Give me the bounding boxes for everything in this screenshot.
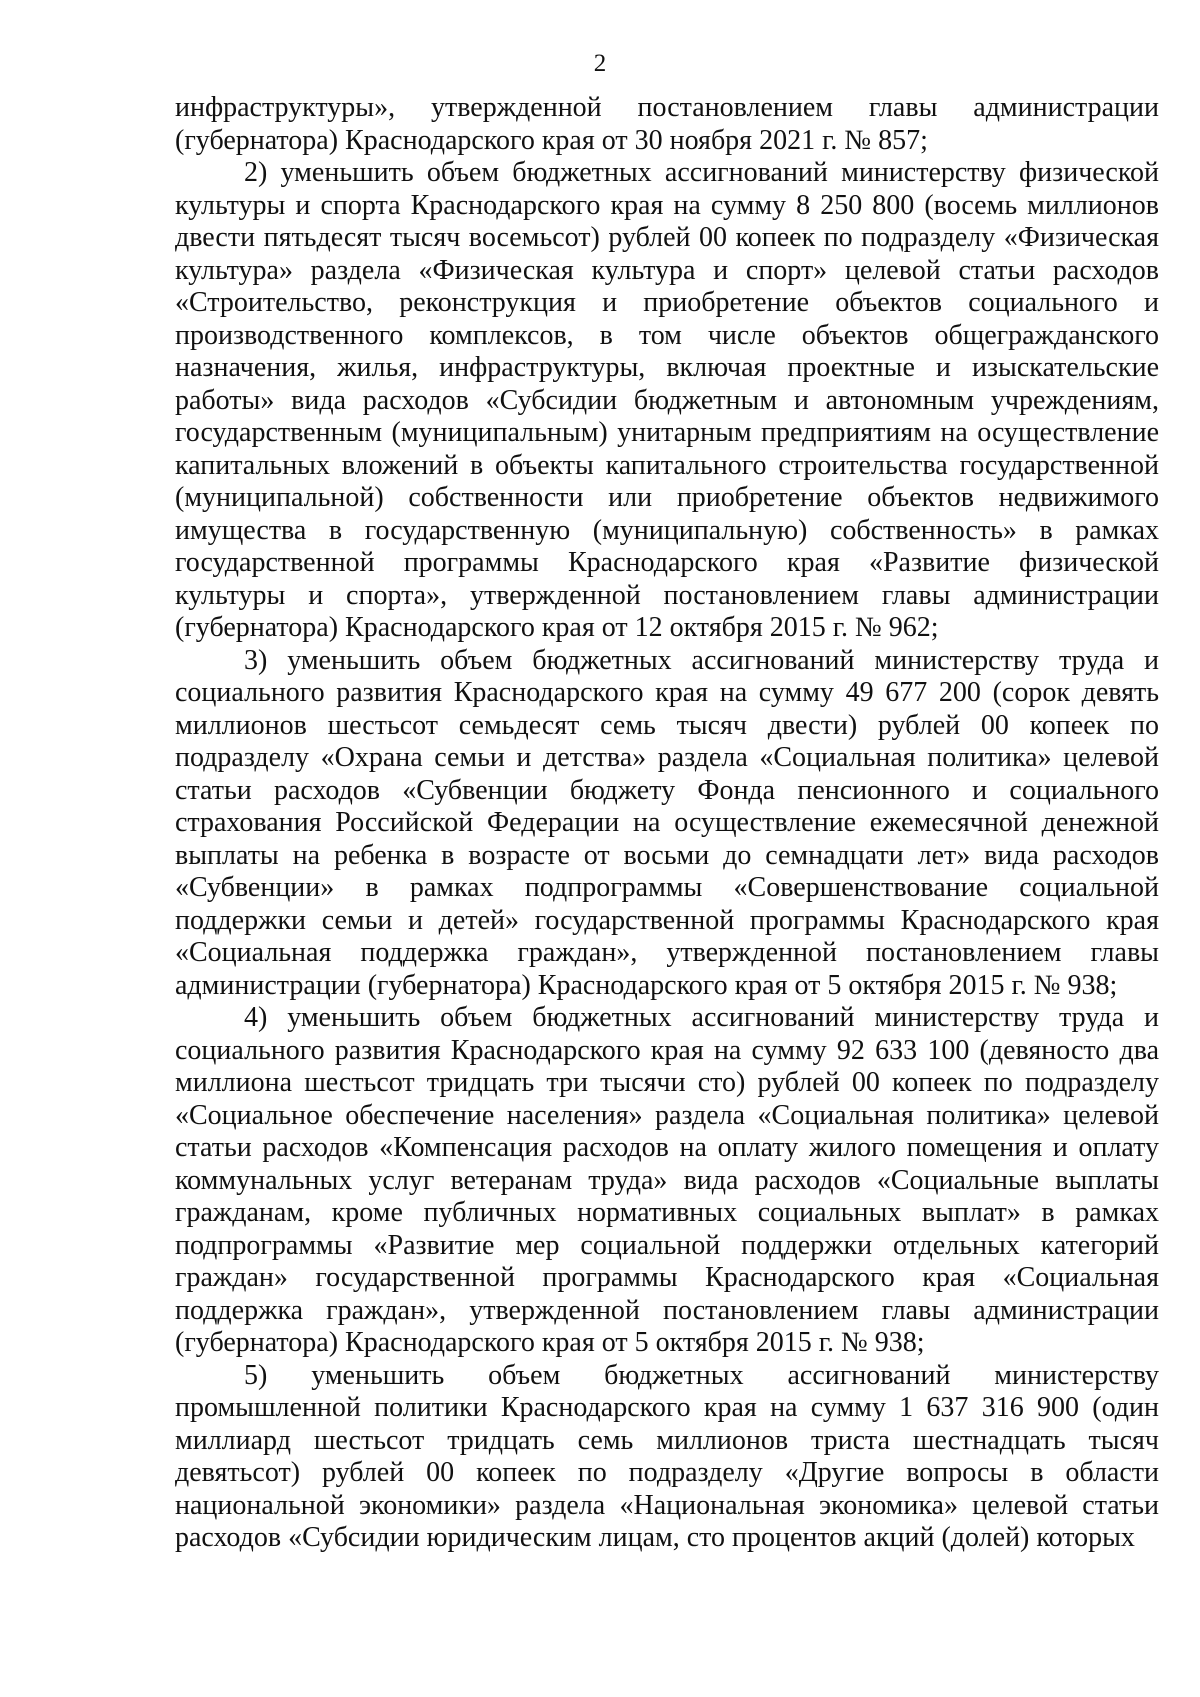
page-number: 2 [593,50,607,77]
document-body [175,92,1159,1555]
paragraph-item-3: 3) уменьшить объем бюджетных ассигнований министерству труда и социального развития Краснодарского края на сумму 49 677 200 (сорок девять миллионов шестьсот семьдесят семь тысяч двести) рублей 00 копеек по подразделу «Охрана семьи и детства» раздела «Социальная политика» целевой статьи расходов «Субвенции бюджету Фонда пенсионного и социального страхования Российской Федерации на осуществление ежемесячной денежной выплаты на ребенка в возрасте от восьми до семнадцати лет» вида расходов «Субвенции» в рамках подпрограммы «Совершенствование социальной поддержки семьи и детей» государственной программы Краснодарского края «Социальная поддержка граждан», утвержденной постановлением главы администрации (губернатора) Краснодарского края от 5 октября 2015 г. № 938; [175,644,1159,1001]
paragraph-item-2: 2) уменьшить объем бюджетных ассигнований министерству физической культуры и спорта Краснодарского края на сумму 8 250 800 (восемь миллионов двести пятьдесят тысяч восемьсот) рублей 00 копеек по подразделу «Физическая культура» раздела «Физическая культура и спорт» целевой статьи расходов «Строительство, реконструкция и приобретение объектов социального и производственного комплексов, в том числе объектов общегражданского назначения, жилья, инфраструктуры, включая проектные и изыскательские работы» вида расходов «Субсидии бюджетным и автономным учреждениям, государственным (муниципальным) унитарным предприятиям на осуществление капитальных вложений в объекты капитального строительства государственной (муниципальной) собственности или приобретение объектов недвижимого имущества в государственную (муниципальную) собственность» в рамках государственной программы Краснодарского края «Развитие физической культуры и спорта», утвержденной постановлением главы администрации (губернатора) Краснодарского края от 12 октября 2015 г. № 962; [175,157,1159,643]
paragraph-continuation: инфраструктуры», утвержденной постановлением главы администрации (губернатора) Краснодарского края от 30 ноября 2021 г. № 857; [175,92,1159,156]
paragraph-item-5: 5) уменьшить объем бюджетных ассигнований министерству промышленной политики Краснодарского края на сумму 1 637 316 900 (один миллиард шестьсот тридцать семь миллионов триста шестнадцать тысяч девятьсот) рублей 00 копеек по подразделу «Другие вопросы в области национальной экономики» раздела «Национальная экономика» целевой статьи расходов «Субсидии юридическим лицам, сто процентов акций (долей) которых [175,1359,1159,1553]
paragraph-item-4: 4) уменьшить объем бюджетных ассигнований министерству труда и социального развития Краснодарского края на сумму 92 633 100 (девяносто два миллиона шестьсот тридцать три тысячи сто) рублей 00 копеек по подразделу «Социальное обеспечение населения» раздела «Социальная политика» целевой статьи расходов «Компенсация расходов на оплату жилого помещения и оплату коммунальных услуг ветеранам труда» вида расходов «Социальные выплаты гражданам, кроме публичных нормативных социальных выплат» в рамках подпрограммы «Развитие мер социальной поддержки отдельных категорий граждан» государственной программы Краснодарского края «Социальная поддержка граждан», утвержденной постановлением главы администрации (губернатора) Краснодарского края от 5 октября 2015 г. № 938; [175,1002,1159,1358]
